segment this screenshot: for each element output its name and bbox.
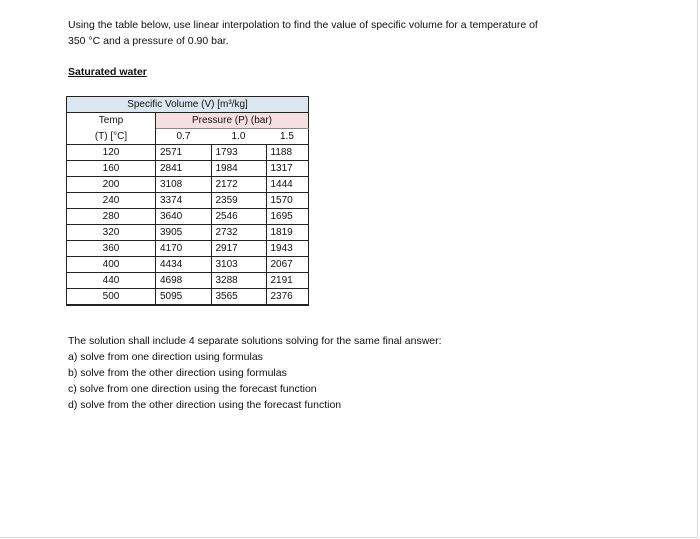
table-row: [67, 209, 309, 225]
value-cell: 3374: [156, 193, 212, 209]
pressure-1-0: 1.0: [231, 131, 246, 142]
temp-cell: 160: [67, 161, 156, 177]
problem-statement: [68, 17, 628, 49]
value-cell: 2841: [156, 161, 212, 177]
temp-header-line-2: (T) [°C]: [67, 129, 156, 145]
table-row: [67, 241, 309, 257]
temp-cell: 200: [67, 177, 156, 193]
temp-header-line-1: Temp: [67, 113, 156, 129]
temp-cell: 240: [67, 193, 156, 209]
value-cell: 1188: [266, 145, 309, 161]
table-row: [67, 257, 309, 273]
temp-cell: 280: [67, 209, 156, 225]
solution-intro: The solution shall include 4 separate solutions solving for the same final answer:: [68, 335, 442, 347]
value-cell: 2172: [211, 177, 266, 193]
pressure-1-5: 1.5: [266, 129, 309, 145]
problem-line-2: 350 °C and a pressure of 0.90 bar.: [68, 35, 229, 47]
specific-volume-table: [66, 96, 309, 306]
value-cell: 5095: [156, 289, 212, 306]
temp-cell: 440: [67, 273, 156, 289]
value-cell: 2732: [211, 225, 266, 241]
value-cell: 1819: [266, 225, 309, 241]
value-cell: 3905: [156, 225, 212, 241]
solution-requirements: [68, 333, 628, 413]
value-cell: 2191: [266, 273, 309, 289]
solution-item-b: b) solve from the other direction using formulas: [68, 367, 287, 379]
table-row: [67, 289, 309, 306]
temp-cell: 400: [67, 257, 156, 273]
table-title: Specific Volume (V) [m³/kg]: [67, 97, 309, 113]
value-cell: 1943: [266, 241, 309, 257]
value-cell: 3103: [211, 257, 266, 273]
solution-item-a: a) solve from one direction using formulas: [68, 351, 263, 363]
value-cell: 1984: [211, 161, 266, 177]
section-heading: Saturated water: [68, 66, 147, 78]
solution-item-c: c) solve from one direction using the forecast function: [68, 383, 317, 395]
value-cell: 2359: [211, 193, 266, 209]
temp-cell: 360: [67, 241, 156, 257]
value-cell: 2546: [211, 209, 266, 225]
table-row: [67, 145, 309, 161]
value-cell: 1570: [266, 193, 309, 209]
table-row: [67, 273, 309, 289]
pressure-0-7: 0.7: [156, 129, 212, 145]
solution-item-d: d) solve from the other direction using the forecast function: [68, 399, 342, 411]
value-cell: 4170: [156, 241, 212, 257]
value-cell: 2376: [266, 289, 309, 306]
table-row: [67, 193, 309, 209]
table-row: [67, 161, 309, 177]
table-row: [67, 225, 309, 241]
value-cell: 3640: [156, 209, 212, 225]
value-cell: 1444: [266, 177, 309, 193]
temp-cell: 500: [67, 289, 156, 306]
value-cell: 3108: [156, 177, 212, 193]
value-cell: 2571: [156, 145, 212, 161]
value-cell: 3288: [211, 273, 266, 289]
problem-line-1: Using the table below, use linear interpolation to find the value of specific volume for a temperature of: [68, 19, 538, 31]
value-cell: 1695: [266, 209, 309, 225]
table-row: [67, 177, 309, 193]
value-cell: 4434: [156, 257, 212, 273]
pressure-header: Pressure (P) (bar): [156, 113, 309, 129]
value-cell: 3565: [211, 289, 266, 306]
value-cell: 1793: [211, 145, 266, 161]
value-cell: 4698: [156, 273, 212, 289]
value-cell: 2917: [211, 241, 266, 257]
temp-cell: 120: [67, 145, 156, 161]
value-cell: 2067: [266, 257, 309, 273]
value-cell: 1317: [266, 161, 309, 177]
temp-cell: 320: [67, 225, 156, 241]
